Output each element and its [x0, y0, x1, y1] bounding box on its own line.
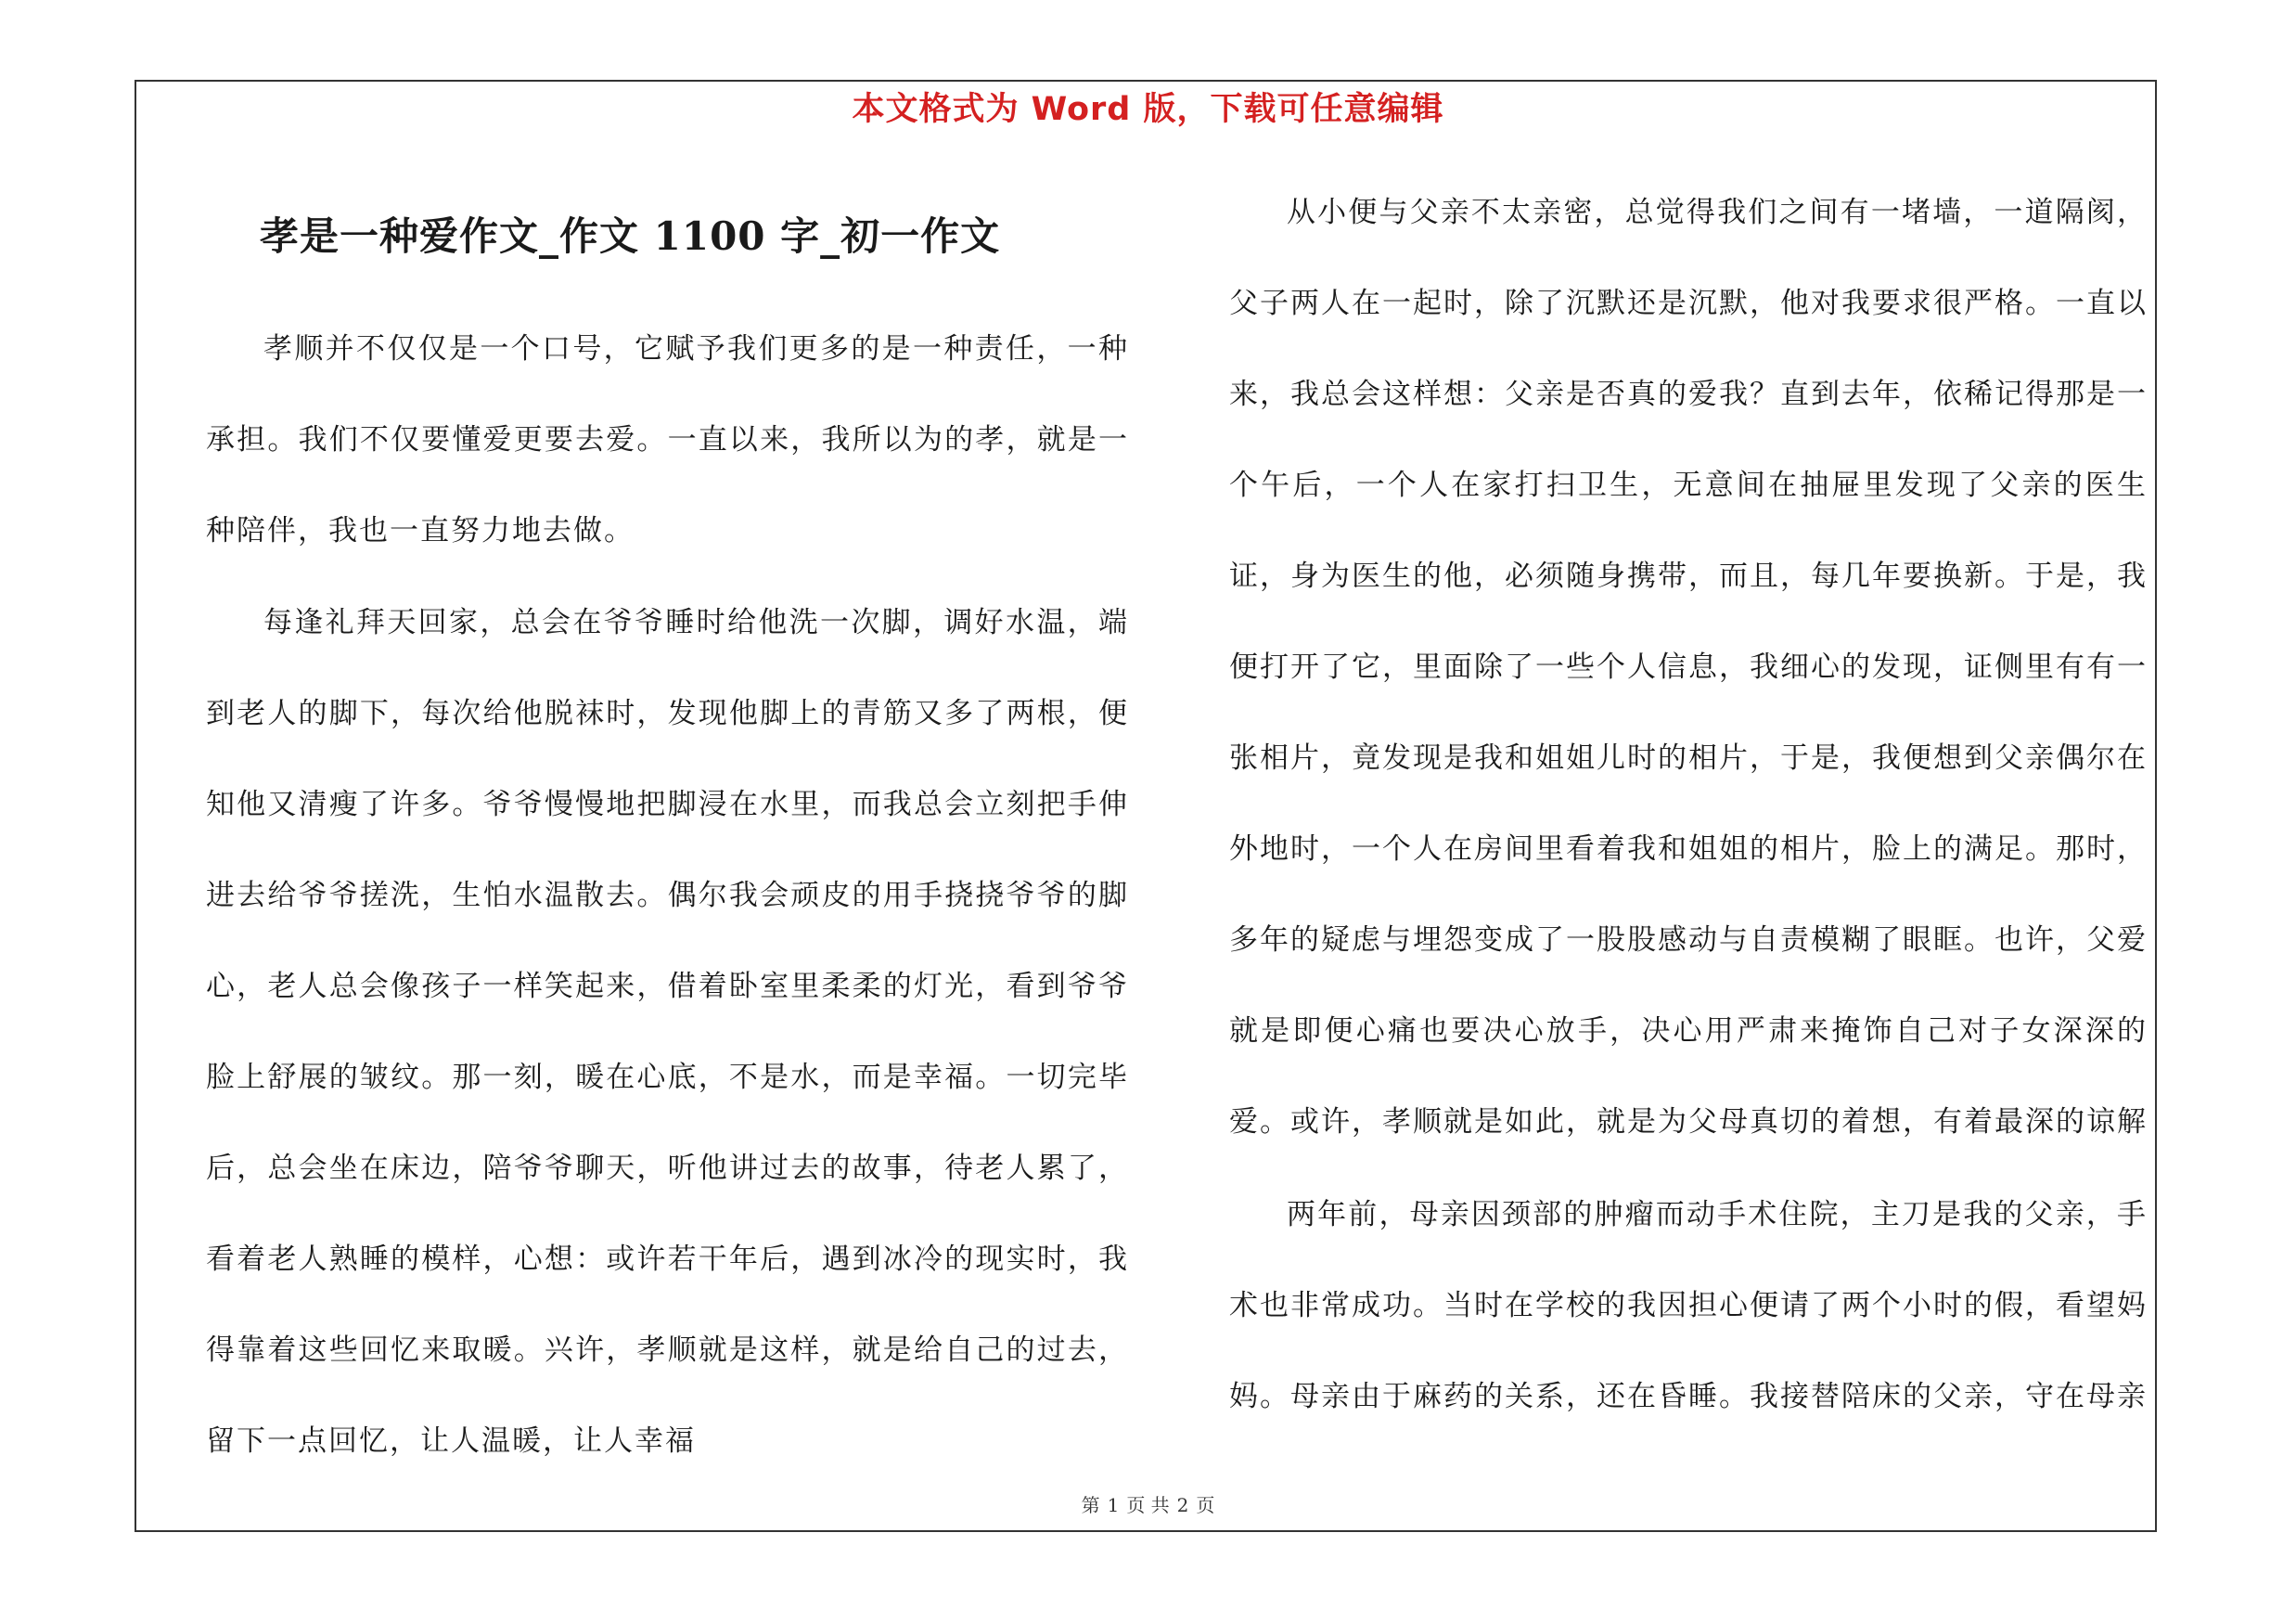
- paragraph: 孝顺并不仅仅是一个口号，它赋予我们更多的是一种责任，一种承担。我们不仅要懂爱更要去爱。一直以来，我所以为的孝，就是一种陪伴，我也一直努力地去做。: [206, 332, 1129, 547]
- paragraph: 两年前，母亲因颈部的肿瘤而动手术住院，主刀是我的父亲，手术也非常成功。当时在学校的我因担心便请了两个小时的假，看望妈妈。母亲由于麻药的关系，还在昏睡。我接替陪床的父亲，守在母亲: [1229, 1198, 2148, 1413]
- left-column: [206, 303, 1129, 1487]
- right-column: [1229, 167, 2148, 1442]
- footer-current-page: 1: [1107, 1494, 1120, 1516]
- paragraph: 从小便与父亲不太亲密，总觉得我们之间有一堵墙，一道隔阂，父子两人在一起时，除了沉默还是沉默，他对我要求很严格。一直以来，我总会这样想：父亲是否真的爱我？直到去年，依稀记得那是一个午后，一个人在家打扫卫生，无意间在抽屉里发现了父亲的医生证，身为医生的他，必须随身携带，而且，每几年要换新。于是，我便打开了它，里面除了一些个人信息，我细心的发现，证侧里有有一张相片，竟发现是我和姐姐儿时的相片，于是，我便想到父亲偶尔在外地时，一个人在房间里看着我和姐姐的相片，脸上的满足。那时，多年的疑虑与埋怨变成了一股股感动与自责模糊了眼眶。也许，父爱就是即便心痛也要决心放手，决心用严肃来掩饰自己对子女深深的爱。或许，孝顺就是如此，就是为父母真切的着想，有着最深的谅解: [1229, 196, 2148, 1139]
- page-footer: [0, 1491, 2296, 1519]
- document-title: 孝是一种爱作文_作文 1100 字_初一作文: [260, 213, 1001, 259]
- word-format-banner: 本文格式为 Word 版，下载可任意编辑: [852, 91, 1444, 128]
- footer-total-pages: 2: [1176, 1494, 1189, 1516]
- paragraph: 每逢礼拜天回家，总会在爷爷睡时给他洗一次脚，调好水温，端到老人的脚下，每次给他脱袜时，发现他脚上的青筋又多了两根，便知他又清瘦了许多。爷爷慢慢地把脚浸在水里，而我总会立刻把手伸进去给爷爷搓洗，生怕水温散去。偶尔我会顽皮的用手挠挠爷爷的脚心，老人总会像孩子一样笑起来，借着卧室里柔柔的灯光，看到爷爷脸上舒展的皱纹。那一刻，暖在心底，不是水，而是幸福。一切完毕后，总会坐在床边，陪爷爷聊天，听他讲过去的故事，待老人累了，看着老人熟睡的模样，心想：或许若干年后，遇到冰冷的现实时，我得靠着这些回忆来取暖。兴许，孝顺就是这样，就是给自己的过去，留下一点回忆，让人温暖，让人幸福: [206, 606, 1129, 1458]
- footer-suffix: 页: [1196, 1494, 1215, 1516]
- footer-prefix: 第: [1081, 1494, 1100, 1516]
- footer-middle: 页 共: [1126, 1494, 1170, 1516]
